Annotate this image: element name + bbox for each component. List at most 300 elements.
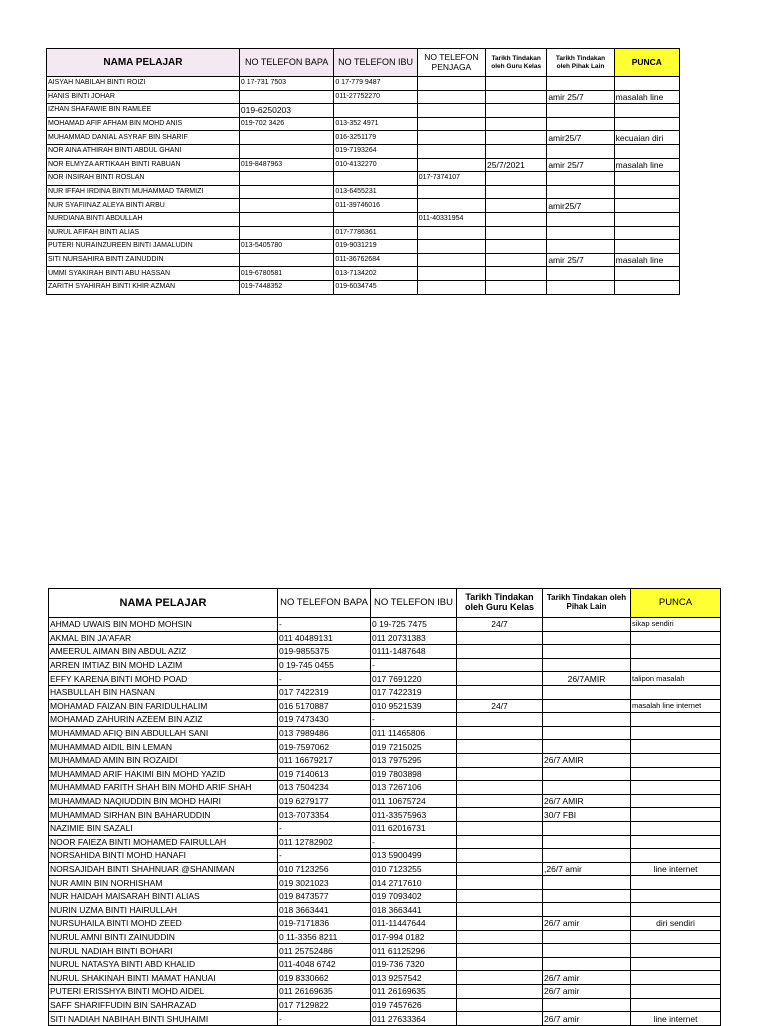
cell-tindakan-guru (457, 631, 543, 645)
cell-telefon-bapa: 019 8330662 (278, 971, 371, 985)
cell-telefon-ibu: 011 62016731 (371, 821, 457, 835)
cell-punca (631, 930, 721, 944)
cell-punca: talipon masalah (631, 672, 721, 686)
table-row (49, 998, 721, 1012)
cell-tindakan-guru (457, 971, 543, 985)
cell-telefon-ibu: 014 2717610 (371, 876, 457, 890)
cell-tindakan-pihak (543, 930, 631, 944)
cell-tindakan-guru (457, 740, 543, 754)
header-telefon-ibu: NO TELEFON IBU (371, 589, 457, 618)
cell-tindakan-guru (486, 117, 547, 131)
cell-telefon-bapa: 017 7129822 (278, 998, 371, 1012)
cell-punca (631, 713, 721, 727)
cell-tindakan-pihak (543, 903, 631, 917)
cell-punca (614, 117, 679, 131)
cell-telefon-bapa (239, 253, 333, 267)
cell-nama: MUHAMMAD AFIQ BIN ABDULLAH SANI (49, 726, 278, 740)
cell-telefon-ibu: 017 7691220 (371, 672, 457, 686)
cell-nama: NURUL NADIAH BINTI BOHARI (49, 944, 278, 958)
cell-telefon-bapa: - (278, 1012, 371, 1026)
cell-tindakan-guru (457, 726, 543, 740)
cell-tindakan-pihak (543, 781, 631, 795)
cell-tindakan-pihak: 30/7 FBI (543, 808, 631, 822)
cell-tindakan-guru (486, 131, 547, 145)
cell-punca (631, 835, 721, 849)
cell-telefon-ibu: 0111-1487648 (371, 645, 457, 659)
cell-telefon-penjaga (417, 199, 485, 213)
table-row (49, 713, 721, 727)
cell-nama: ARREN IMTIAZ BIN MOHD LAZIM (49, 658, 278, 672)
header-nama-pelajar: NAMA PELAJAR (47, 49, 240, 77)
cell-telefon-ibu: 011-33575963 (371, 808, 457, 822)
header-telefon-bapa: NO TELEFON BAPA (278, 589, 371, 618)
cell-nama: NOR AINA ATHIRAH BINTI ABDUL GHANI (47, 144, 240, 158)
cell-tindakan-guru (457, 889, 543, 903)
cell-tindakan-guru (486, 185, 547, 199)
cell-punca (631, 944, 721, 958)
cell-tindakan-pihak (543, 631, 631, 645)
cell-punca (631, 889, 721, 903)
table-row (49, 957, 721, 971)
cell-nama: AHMAD UWAIS BIN MOHD MOHSIN (49, 618, 278, 632)
cell-tindakan-guru (457, 876, 543, 890)
cell-tindakan-guru (457, 658, 543, 672)
cell-telefon-bapa (239, 172, 333, 186)
cell-telefon-bapa: 011-4048 6742 (278, 957, 371, 971)
cell-tindakan-pihak (543, 685, 631, 699)
table-row (47, 117, 680, 131)
cell-tindakan-pihak (543, 767, 631, 781)
cell-nama: MUHAMMAD AIDIL BIN LEMAN (49, 740, 278, 754)
cell-tindakan-pihak (543, 699, 631, 713)
cell-nama: SITI NADIAH NABIHAH BINTI SHUHAIMI (49, 1012, 278, 1026)
cell-tindakan-pihak (543, 998, 631, 1012)
cell-tindakan-pihak (543, 957, 631, 971)
cell-telefon-ibu: 013 9257542 (371, 971, 457, 985)
cell-telefon-penjaga (417, 144, 485, 158)
cell-punca (631, 971, 721, 985)
cell-tindakan-pihak (543, 713, 631, 727)
cell-telefon-bapa: 018 3663441 (278, 903, 371, 917)
cell-tindakan-guru (486, 226, 547, 240)
cell-telefon-penjaga (417, 117, 485, 131)
cell-punca (631, 645, 721, 659)
cell-telefon-ibu: 011-11447644 (371, 917, 457, 931)
cell-nama: NUR SYAFIINAZ ALEYA BINTI ARBU (47, 199, 240, 213)
cell-nama: NURIN UZMA BINTI HAIRULLAH (49, 903, 278, 917)
cell-telefon-bapa: 019 8473577 (278, 889, 371, 903)
cell-telefon-ibu: 019-736 7320 (371, 957, 457, 971)
student-contact-table-2 (48, 588, 721, 1026)
cell-tindakan-guru (457, 835, 543, 849)
cell-telefon-bapa: 0 11-3356 8211 (278, 930, 371, 944)
cell-tindakan-pihak (547, 185, 614, 199)
cell-punca: masalah line (614, 253, 679, 267)
cell-telefon-bapa: 019 7473430 (278, 713, 371, 727)
cell-tindakan-guru (486, 104, 547, 118)
cell-tindakan-guru (457, 713, 543, 727)
cell-tindakan-pihak (547, 117, 614, 131)
cell-tindakan-pihak: 26/7 amir (543, 971, 631, 985)
cell-telefon-bapa: 0 17-731 7503 (239, 77, 333, 91)
table-row (49, 685, 721, 699)
cell-tindakan-pihak (547, 212, 614, 226)
header-punca: PUNCA (631, 589, 721, 618)
cell-tindakan-guru (457, 794, 543, 808)
cell-nama: NUR IFFAH IRDINA BINTI MUHAMMAD TARMIZI (47, 185, 240, 199)
cell-nama: NOR ELMYZA ARTIKAAH BINTI RABUAN (47, 158, 240, 172)
cell-tindakan-pihak (543, 740, 631, 754)
cell-telefon-bapa: 019 6279177 (278, 794, 371, 808)
header-tindakan-guru: Tarikh Tindakan oleh Guru Kelas (457, 589, 543, 618)
cell-telefon-penjaga (417, 104, 485, 118)
cell-telefon-ibu: 011-39746016 (334, 199, 417, 213)
cell-telefon-ibu: 013-352 4971 (334, 117, 417, 131)
cell-telefon-bapa (239, 226, 333, 240)
table-row (49, 781, 721, 795)
table-row (47, 172, 680, 186)
cell-tindakan-guru (486, 90, 547, 104)
cell-telefon-ibu (334, 104, 417, 118)
header-tindakan-pihak: Tarikh Tindakan oleh Pihak Lain (547, 49, 614, 77)
cell-punca (631, 794, 721, 808)
cell-telefon-bapa: 017 7422319 (278, 685, 371, 699)
table-body (47, 77, 680, 295)
cell-nama: NURUL SHAKINAH BINTI MAMAT HANUAI (49, 971, 278, 985)
cell-nama: AKMAL BIN JA'AFAR (49, 631, 278, 645)
cell-tindakan-pihak (543, 849, 631, 863)
cell-tindakan-pihak: 26/7 amir (543, 1012, 631, 1026)
cell-punca (614, 199, 679, 213)
cell-telefon-ibu: 019 7215025 (371, 740, 457, 754)
cell-tindakan-pihak (547, 172, 614, 186)
header-telefon-bapa: NO TELEFON BAPA (239, 49, 333, 77)
cell-telefon-bapa (239, 144, 333, 158)
table-row (47, 131, 680, 145)
cell-telefon-ibu: - (371, 713, 457, 727)
cell-nama: NOOR FAIEZA BINTI MOHAMED FAIRULLAH (49, 835, 278, 849)
cell-nama: SITI NURSAHIRA BINTI ZAINUDDIN (47, 253, 240, 267)
cell-nama: NURUL AFIFAH BINTI ALIAS (47, 226, 240, 240)
cell-nama: MUHAMMAD NAQIUDDIN BIN MOHD HAIRI (49, 794, 278, 808)
cell-telefon-ibu: 017-994 0182 (371, 930, 457, 944)
cell-tindakan-guru: 24/7 (457, 699, 543, 713)
cell-telefon-ibu: 0 17-779 9487 (334, 77, 417, 91)
cell-telefon-bapa: - (278, 672, 371, 686)
cell-telefon-ibu (334, 212, 417, 226)
cell-punca (631, 821, 721, 835)
cell-telefon-penjaga (417, 267, 485, 281)
cell-telefon-ibu: 016-3251179 (334, 131, 417, 145)
cell-tindakan-guru (457, 917, 543, 931)
cell-telefon-ibu: 011 26169635 (371, 985, 457, 999)
cell-tindakan-guru (457, 985, 543, 999)
cell-telefon-ibu: 011 61125296 (371, 944, 457, 958)
cell-telefon-bapa: 019-7597062 (278, 740, 371, 754)
cell-telefon-penjaga (417, 158, 485, 172)
table-row (49, 672, 721, 686)
cell-nama: HASBULLAH BIN HASNAN (49, 685, 278, 699)
cell-tindakan-guru (486, 253, 547, 267)
cell-telefon-bapa: 011 16679217 (278, 753, 371, 767)
cell-punca: line internet (631, 1012, 721, 1026)
cell-tindakan-pihak (543, 835, 631, 849)
table-row (49, 740, 721, 754)
cell-tindakan-guru (457, 1012, 543, 1026)
table-row (49, 821, 721, 835)
cell-telefon-ibu: 013 7975295 (371, 753, 457, 767)
cell-tindakan-guru (486, 212, 547, 226)
table-row (49, 876, 721, 890)
cell-telefon-penjaga (417, 240, 485, 254)
table-row (49, 1012, 721, 1026)
cell-nama: MUHAMMAD SIRHAN BIN BAHARUDDIN (49, 808, 278, 822)
cell-nama: UMMI SYAKIRAH BINTI ABU HASSAN (47, 267, 240, 281)
cell-tindakan-guru (457, 957, 543, 971)
table-row (47, 280, 680, 294)
cell-punca (614, 240, 679, 254)
cell-telefon-bapa: 011 40489131 (278, 631, 371, 645)
table-row (47, 185, 680, 199)
cell-telefon-bapa (239, 212, 333, 226)
cell-telefon-ibu (334, 172, 417, 186)
cell-tindakan-guru (457, 821, 543, 835)
cell-tindakan-guru (457, 849, 543, 863)
cell-tindakan-guru (486, 172, 547, 186)
table-row (49, 658, 721, 672)
cell-nama: MOHAMAD FAIZAN BIN FARIDULHALIM (49, 699, 278, 713)
table-row (47, 144, 680, 158)
cell-telefon-ibu: 013 5900499 (371, 849, 457, 863)
header-punca: PUNCA (614, 49, 679, 77)
cell-tindakan-guru (457, 808, 543, 822)
cell-telefon-bapa: 0 19-745 0455 (278, 658, 371, 672)
cell-punca: diri sendiri (631, 917, 721, 931)
table-row (47, 267, 680, 281)
table-row (47, 226, 680, 240)
cell-tindakan-pihak: ,26/7 amir (543, 862, 631, 876)
cell-nama: HANIS BINTI JOHAR (47, 90, 240, 104)
cell-tindakan-pihak (543, 658, 631, 672)
cell-nama: MUHAMMAD DANIAL ASYRAF BIN SHARIF (47, 131, 240, 145)
cell-telefon-ibu: 013-7134202 (334, 267, 417, 281)
cell-tindakan-pihak (547, 77, 614, 91)
cell-telefon-ibu: 011-27752270 (334, 90, 417, 104)
cell-tindakan-guru (486, 199, 547, 213)
cell-tindakan-pihak (547, 226, 614, 240)
cell-punca: line internet (631, 862, 721, 876)
table-row (49, 849, 721, 863)
cell-nama: NURSUHAILA BINTI MOHD ZEED (49, 917, 278, 931)
cell-telefon-ibu: 019-7193264 (334, 144, 417, 158)
cell-nama: NOR INSIRAH BINTI ROSLAN (47, 172, 240, 186)
cell-punca (631, 985, 721, 999)
cell-telefon-penjaga (417, 77, 485, 91)
cell-tindakan-guru (457, 944, 543, 958)
cell-telefon-bapa: 016 5170887 (278, 699, 371, 713)
table-row (49, 862, 721, 876)
table-row (49, 985, 721, 999)
cell-punca (631, 726, 721, 740)
cell-punca (614, 185, 679, 199)
cell-tindakan-guru (457, 781, 543, 795)
cell-telefon-ibu: 011-36762684 (334, 253, 417, 267)
cell-punca (614, 280, 679, 294)
cell-nama: NUR HAIDAH MAISARAH BINTI ALIAS (49, 889, 278, 903)
cell-telefon-bapa: 019-6780581 (239, 267, 333, 281)
cell-tindakan-guru: 25/7/2021 (486, 158, 547, 172)
cell-punca (631, 849, 721, 863)
cell-telefon-bapa: 011 12782902 (278, 835, 371, 849)
cell-telefon-bapa: - (278, 618, 371, 632)
cell-telefon-ibu: 017-7786361 (334, 226, 417, 240)
cell-telefon-ibu: 010 7123255 (371, 862, 457, 876)
cell-telefon-ibu: 011 27633364 (371, 1012, 457, 1026)
cell-tindakan-guru (486, 280, 547, 294)
cell-telefon-bapa: 019 3021023 (278, 876, 371, 890)
table-row (47, 253, 680, 267)
cell-telefon-ibu: 017 7422319 (371, 685, 457, 699)
cell-telefon-bapa: 019-702 3426 (239, 117, 333, 131)
cell-tindakan-guru (457, 685, 543, 699)
cell-punca (614, 104, 679, 118)
cell-nama: NURUL AMNI BINTI ZAINUDDIN (49, 930, 278, 944)
table-header-row (47, 49, 680, 77)
cell-punca (614, 267, 679, 281)
cell-telefon-bapa: - (278, 821, 371, 835)
cell-telefon-penjaga: 011-40331954 (417, 212, 485, 226)
cell-nama: AMEERUL AIMAN BIN ABDUL AZIZ (49, 645, 278, 659)
cell-telefon-bapa: 019-9855375 (278, 645, 371, 659)
table-row (49, 645, 721, 659)
table-row (47, 212, 680, 226)
cell-punca (631, 903, 721, 917)
cell-telefon-bapa: 019-7171836 (278, 917, 371, 931)
cell-telefon-bapa: 011 25752486 (278, 944, 371, 958)
cell-tindakan-pihak (543, 889, 631, 903)
cell-punca (614, 172, 679, 186)
cell-tindakan-pihak (547, 104, 614, 118)
cell-tindakan-guru (457, 753, 543, 767)
cell-tindakan-guru (457, 767, 543, 781)
cell-punca (614, 144, 679, 158)
cell-nama: PUTERI NURAINZUREEN BINTI JAMALUDIN (47, 240, 240, 254)
cell-tindakan-guru (486, 144, 547, 158)
cell-telefon-ibu: 013 7267106 (371, 781, 457, 795)
cell-tindakan-pihak (547, 144, 614, 158)
table-row (49, 794, 721, 808)
cell-punca (631, 685, 721, 699)
cell-telefon-bapa: 013 7989486 (278, 726, 371, 740)
cell-telefon-ibu: 010 9521539 (371, 699, 457, 713)
student-contact-table-1 (46, 48, 680, 295)
cell-punca (631, 808, 721, 822)
cell-telefon-ibu: 019 7803898 (371, 767, 457, 781)
header-tindakan-pihak: Tarikh Tindakan oleh Pihak Lain (543, 589, 631, 618)
cell-telefon-ibu: 011 11465806 (371, 726, 457, 740)
cell-telefon-ibu: 019-9031219 (334, 240, 417, 254)
cell-tindakan-pihak: amir 25/7 (547, 253, 614, 267)
cell-nama: NURUL NATASYA BINTI ABD KHALID (49, 957, 278, 971)
table-row (49, 889, 721, 903)
cell-punca: masalah line (614, 90, 679, 104)
cell-tindakan-guru (457, 645, 543, 659)
cell-tindakan-pihak (547, 280, 614, 294)
cell-nama: MUHAMMAD FARITH SHAH BIN MOHD ARIF SHAH (49, 781, 278, 795)
table-row (49, 835, 721, 849)
cell-punca (631, 767, 721, 781)
cell-telefon-ibu: - (371, 658, 457, 672)
table-row (49, 903, 721, 917)
cell-telefon-bapa: 013-7073354 (278, 808, 371, 822)
cell-telefon-penjaga (417, 253, 485, 267)
cell-nama: IZHAN SHAFAWIE BIN RAMLEE (47, 104, 240, 118)
cell-nama: MOHAMAD AFIF AFHAM BIN MOHD ANIS (47, 117, 240, 131)
cell-nama: NAZIMIE BIN SAZALI (49, 821, 278, 835)
cell-tindakan-pihak: amir25/7 (547, 199, 614, 213)
cell-tindakan-pihak (543, 876, 631, 890)
cell-telefon-bapa: 019-7448352 (239, 280, 333, 294)
cell-telefon-bapa: 013 7504234 (278, 781, 371, 795)
table-row (49, 808, 721, 822)
cell-tindakan-pihak (543, 645, 631, 659)
table-row (49, 917, 721, 931)
cell-punca (631, 781, 721, 795)
cell-punca: masalah line internet (631, 699, 721, 713)
cell-telefon-ibu: 010-4132270 (334, 158, 417, 172)
cell-nama: SAFF SHARIFFUDIN BIN SAHRAZAD (49, 998, 278, 1012)
cell-tindakan-guru: 24/7 (457, 618, 543, 632)
table-row (49, 944, 721, 958)
cell-tindakan-pihak (543, 821, 631, 835)
cell-tindakan-pihak (543, 618, 631, 632)
cell-telefon-bapa (239, 131, 333, 145)
table-row (47, 158, 680, 172)
cell-nama: NURDIANA BINTI ABDULLAH (47, 212, 240, 226)
table-row (49, 631, 721, 645)
cell-telefon-bapa: 019-6250203 (239, 104, 333, 118)
header-tindakan-guru: Tarikh Tindakan oleh Guru Kelas (486, 49, 547, 77)
cell-tindakan-pihak: 26/7AMIR (543, 672, 631, 686)
cell-punca (614, 77, 679, 91)
cell-tindakan-pihak: 26/7 AMIR (543, 753, 631, 767)
table-row (49, 699, 721, 713)
cell-telefon-ibu: 011 20731383 (371, 631, 457, 645)
cell-tindakan-pihak: amir 25/7 (547, 158, 614, 172)
cell-tindakan-guru (457, 672, 543, 686)
table-row (49, 971, 721, 985)
cell-telefon-penjaga (417, 90, 485, 104)
cell-nama: MUHAMMAD AMIN BIN ROZAIDI (49, 753, 278, 767)
cell-nama: EFFY KARENA BINTI MOHD POAD (49, 672, 278, 686)
cell-telefon-penjaga: 017-7374107 (417, 172, 485, 186)
cell-telefon-bapa: 019-8487963 (239, 158, 333, 172)
cell-telefon-penjaga (417, 185, 485, 199)
cell-telefon-ibu: - (371, 835, 457, 849)
table-body (49, 618, 721, 1026)
cell-telefon-bapa (239, 90, 333, 104)
cell-punca (631, 998, 721, 1012)
cell-tindakan-pihak: 26/7 amir (543, 917, 631, 931)
cell-punca (631, 753, 721, 767)
cell-telefon-penjaga (417, 226, 485, 240)
cell-punca: kecuaian diri (614, 131, 679, 145)
cell-punca: sikap sendiri (631, 618, 721, 632)
cell-tindakan-pihak (547, 267, 614, 281)
cell-punca (631, 957, 721, 971)
cell-punca (631, 740, 721, 754)
cell-punca (614, 226, 679, 240)
